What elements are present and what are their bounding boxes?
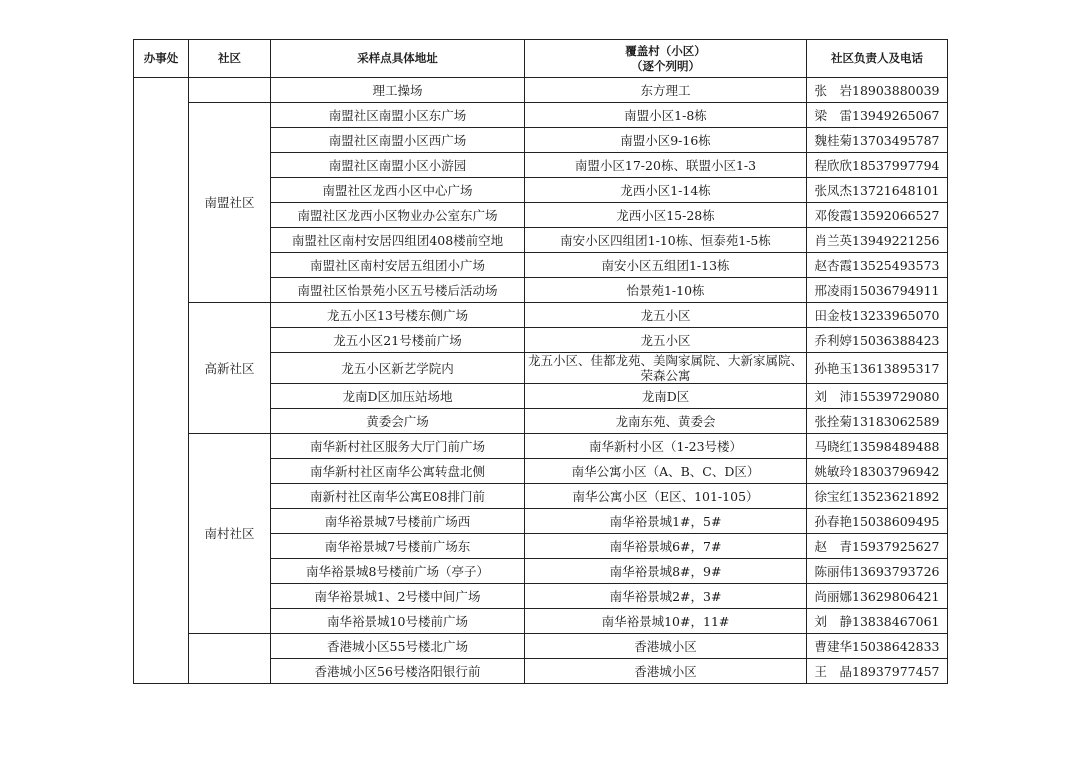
coverage-cell: 南华公寓小区（E区、101-105） — [525, 484, 807, 509]
address-cell: 南盟社区南村安居五组团小广场 — [271, 253, 525, 278]
address-cell: 南盟社区怡景苑小区五号楼后活动场 — [271, 278, 525, 303]
contact-cell: 邢凌雨15036794911 — [807, 278, 948, 303]
header-coverage-title: 覆盖村（小区） — [625, 43, 706, 58]
contact-cell: 赵 青15937925627 — [807, 534, 948, 559]
contact-cell: 邓俊霞13592066527 — [807, 203, 948, 228]
office-cell — [134, 78, 189, 684]
coverage-cell: 怡景苑1-10栋 — [525, 278, 807, 303]
contact-cell: 田金枝13233965070 — [807, 303, 948, 328]
address-cell: 南新村社区南华公寓E08排门前 — [271, 484, 525, 509]
table-row — [134, 303, 948, 328]
address-cell: 龙五小区13号楼东侧广场 — [271, 303, 525, 328]
community-cell: 高新社区 — [189, 303, 271, 434]
table-row — [134, 434, 948, 459]
coverage-cell: 南安小区四组团1-10栋、恒泰苑1-5栋 — [525, 228, 807, 253]
address-cell: 南华裕景城7号楼前广场西 — [271, 509, 525, 534]
header-coverage — [525, 40, 807, 78]
sampling-sites-table — [133, 39, 948, 684]
contact-cell: 曹建华15038642833 — [807, 634, 948, 659]
coverage-cell: 龙五小区 — [525, 328, 807, 353]
address-cell: 香港城小区55号楼北广场 — [271, 634, 525, 659]
header-address: 采样点具体地址 — [271, 40, 525, 78]
community-cell — [189, 78, 271, 103]
address-cell: 香港城小区56号楼洛阳银行前 — [271, 659, 525, 684]
coverage-cell: 龙五小区 — [525, 303, 807, 328]
address-cell: 南华新村社区服务大厅门前广场 — [271, 434, 525, 459]
contact-cell: 马晓红13598489488 — [807, 434, 948, 459]
header-coverage-note: （逐个列明） — [631, 58, 700, 73]
table-row — [134, 634, 948, 659]
address-cell: 南盟社区南村安居四组团408楼前空地 — [271, 228, 525, 253]
address-cell: 南盟社区龙西小区中心广场 — [271, 178, 525, 203]
table-row — [134, 78, 948, 103]
community-cell: 南盟社区 — [189, 103, 271, 303]
address-cell: 南华裕景城7号楼前广场东 — [271, 534, 525, 559]
coverage-cell: 南华裕景城10#，11# — [525, 609, 807, 634]
contact-cell: 张 岩18903880039 — [807, 78, 948, 103]
coverage-cell: 龙南东苑、黄委会 — [525, 409, 807, 434]
contact-cell: 赵杏霞13525493573 — [807, 253, 948, 278]
coverage-cell: 南盟小区9-16栋 — [525, 128, 807, 153]
coverage-cell: 香港城小区 — [525, 634, 807, 659]
table-body — [134, 78, 948, 684]
coverage-cell: 南盟小区17-20栋、联盟小区1-3 — [525, 153, 807, 178]
contact-cell: 姚敏玲18303796942 — [807, 459, 948, 484]
table-header-row — [134, 40, 948, 78]
contact-cell: 张拴菊13183062589 — [807, 409, 948, 434]
table-row — [134, 103, 948, 128]
community-cell — [189, 634, 271, 684]
community-cell: 南村社区 — [189, 434, 271, 634]
contact-cell: 王 晶18937977457 — [807, 659, 948, 684]
address-cell: 南华新村社区南华公寓转盘北侧 — [271, 459, 525, 484]
coverage-cell: 龙南D区 — [525, 384, 807, 409]
contact-cell: 程欣欣18537997794 — [807, 153, 948, 178]
coverage-cell: 南华公寓小区（A、B、C、D区） — [525, 459, 807, 484]
address-cell: 南盟社区南盟小区小游园 — [271, 153, 525, 178]
contact-cell: 魏桂菊13703495787 — [807, 128, 948, 153]
address-cell: 黄委会广场 — [271, 409, 525, 434]
contact-cell: 陈丽伟13693793726 — [807, 559, 948, 584]
coverage-cell: 南盟小区1-8栋 — [525, 103, 807, 128]
contact-cell: 张凤杰13721648101 — [807, 178, 948, 203]
contact-cell: 尚丽娜13629806421 — [807, 584, 948, 609]
address-cell: 南华裕景城8号楼前广场（亭子） — [271, 559, 525, 584]
coverage-cell: 南华裕景城6#，7# — [525, 534, 807, 559]
contact-cell: 孙春艳15038609495 — [807, 509, 948, 534]
address-cell: 南华裕景城1、2号楼中间广场 — [271, 584, 525, 609]
coverage-cell: 东方理工 — [525, 78, 807, 103]
address-cell: 南盟社区南盟小区东广场 — [271, 103, 525, 128]
address-cell: 理工操场 — [271, 78, 525, 103]
address-cell: 龙五小区新艺学院内 — [271, 353, 525, 384]
coverage-cell: 南华裕景城8#，9# — [525, 559, 807, 584]
coverage-cell: 南安小区五组团1-13栋 — [525, 253, 807, 278]
header-community: 社区 — [189, 40, 271, 78]
contact-cell: 梁 雷13949265067 — [807, 103, 948, 128]
address-cell: 南华裕景城10号楼前广场 — [271, 609, 525, 634]
coverage-cell: 香港城小区 — [525, 659, 807, 684]
coverage-cell: 龙西小区1-14栋 — [525, 178, 807, 203]
address-cell: 南盟社区南盟小区西广场 — [271, 128, 525, 153]
address-cell: 龙南D区加压站场地 — [271, 384, 525, 409]
contact-cell: 孙艳玉13613895317 — [807, 353, 948, 384]
address-cell: 南盟社区龙西小区物业办公室东广场 — [271, 203, 525, 228]
header-office: 办事处 — [134, 40, 189, 78]
coverage-cell: 南华裕景城2#，3# — [525, 584, 807, 609]
coverage-cell: 龙五小区、佳都龙苑、美陶家属院、大新家属院、荣森公寓 — [525, 353, 807, 384]
header-contact: 社区负责人及电话 — [807, 40, 948, 78]
coverage-cell: 南华裕景城1#，5# — [525, 509, 807, 534]
contact-cell: 肖兰英13949221256 — [807, 228, 948, 253]
coverage-cell: 龙西小区15-28栋 — [525, 203, 807, 228]
contact-cell: 刘 沛15539729080 — [807, 384, 948, 409]
contact-cell: 刘 静13838467061 — [807, 609, 948, 634]
coverage-cell: 南华新村小区（1-23号楼） — [525, 434, 807, 459]
contact-cell: 乔利婷15036388423 — [807, 328, 948, 353]
contact-cell: 徐宝红13523621892 — [807, 484, 948, 509]
address-cell: 龙五小区21号楼前广场 — [271, 328, 525, 353]
